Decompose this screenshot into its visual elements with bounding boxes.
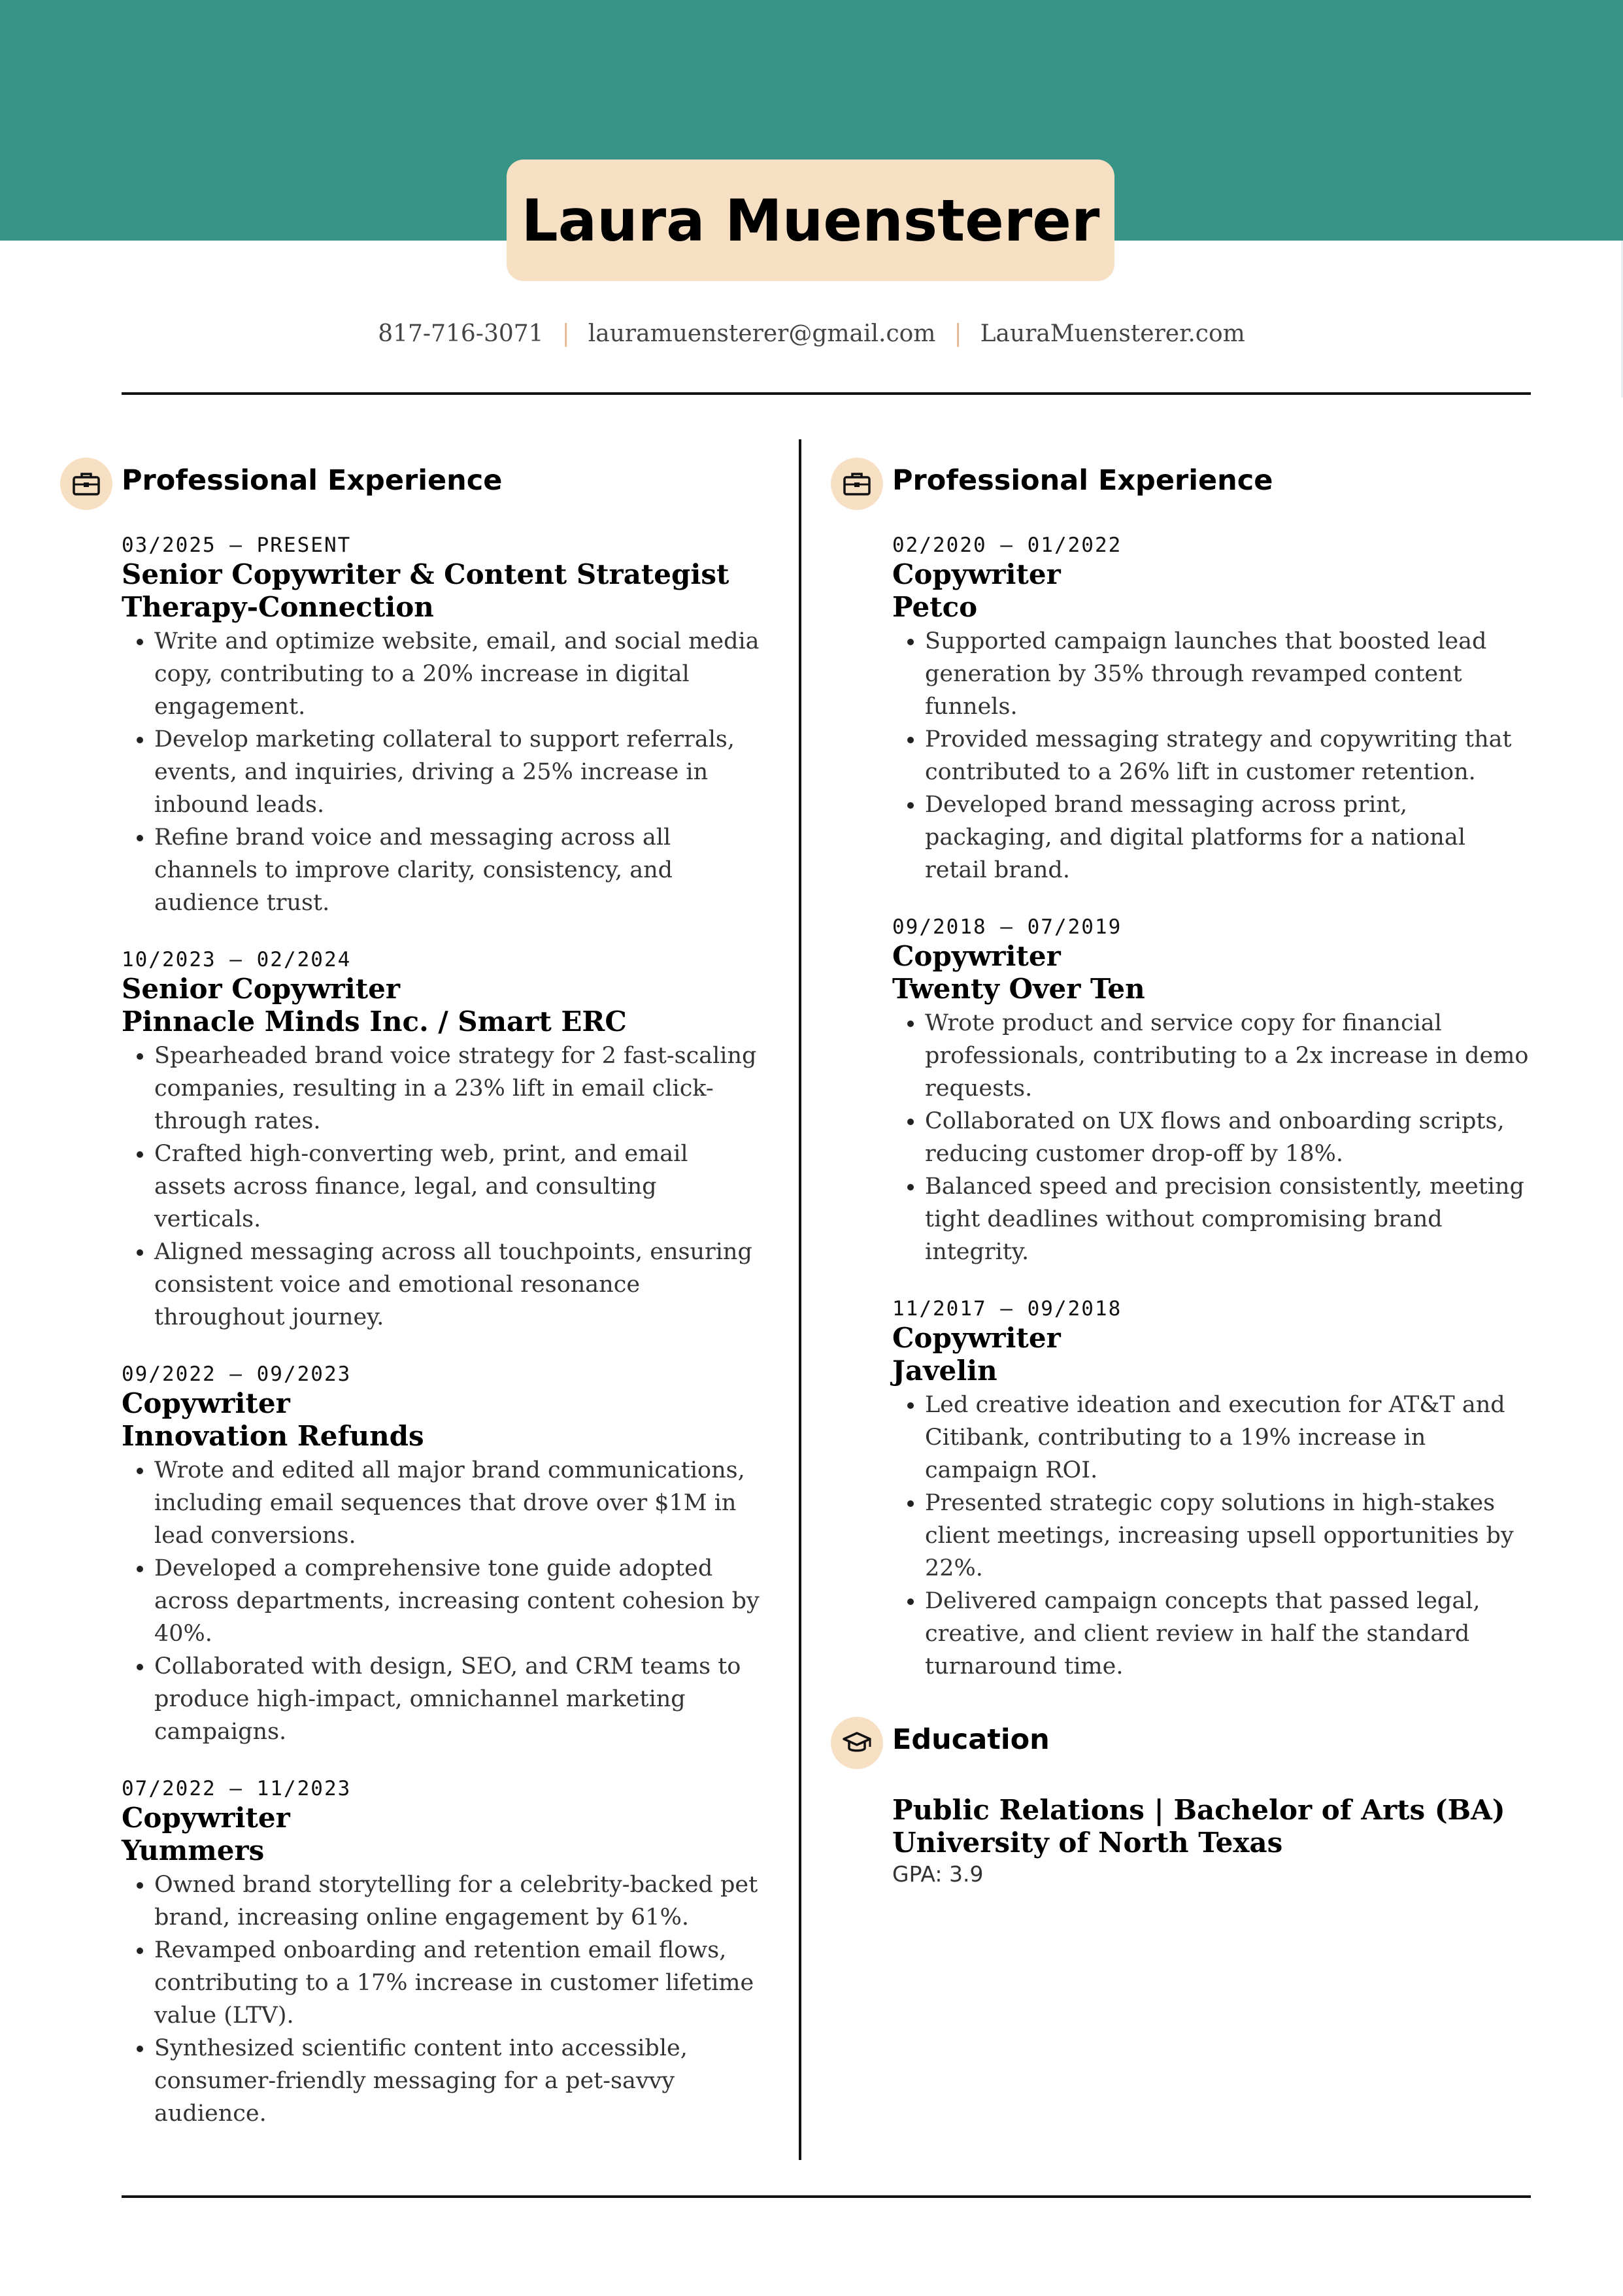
job-entry bbox=[892, 1296, 1533, 1683]
contact-separator: | bbox=[561, 320, 570, 347]
job-bullet: • Collaborated with design, SEO, and CRM teams to produce high-impact, omnichannel marketing campaigns. bbox=[154, 1650, 762, 1748]
job-bullet: • Balanced speed and precision consistently, meeting tight deadlines without compromising brand integrity. bbox=[925, 1170, 1533, 1268]
job-bullets bbox=[892, 1389, 1533, 1683]
left-column bbox=[122, 458, 762, 2157]
job-company: Therapy-Connection bbox=[122, 591, 434, 623]
education-degree: Public Relations | Bachelor of Arts (BA) bbox=[892, 1794, 1505, 1826]
briefcase-icon bbox=[60, 458, 112, 510]
contact-line bbox=[0, 320, 1623, 347]
experience-section-header bbox=[122, 458, 762, 510]
job-bullet: • Aligned messaging across all touchpoints, ensuring consistent voice and emotional resonance throughout journey. bbox=[154, 1236, 762, 1334]
job-dates: 07/2022 — 11/2023 bbox=[122, 1777, 352, 1800]
job-dates: 03/2025 — PRESENT bbox=[122, 533, 352, 557]
job-bullet: • Develop marketing collateral to support referrals, events, and inquiries, driving a 25% increase in inbound leads. bbox=[154, 723, 762, 821]
job-bullet: • Developed brand messaging across print, packaging, and digital platforms for a national retail brand. bbox=[925, 788, 1533, 886]
job-bullet: • Developed a comprehensive tone guide adopted across departments, increasing content cohesion by 40%. bbox=[154, 1552, 762, 1650]
job-entry bbox=[122, 947, 762, 1334]
job-title: Senior Copywriter bbox=[122, 973, 401, 1005]
job-dates: 09/2018 — 07/2019 bbox=[892, 915, 1122, 939]
job-bullet: • Provided messaging strategy and copywriting that contributed to a 26% lift in customer retention. bbox=[925, 723, 1533, 788]
briefcase-icon bbox=[831, 458, 883, 510]
job-bullet: • Supported campaign launches that boosted lead generation by 35% through revamped content funnels. bbox=[925, 625, 1533, 723]
experience-section-header bbox=[892, 458, 1533, 510]
education-entry bbox=[892, 1794, 1533, 1889]
job-entry bbox=[122, 532, 762, 919]
job-bullets bbox=[122, 625, 762, 919]
job-bullets bbox=[122, 1868, 762, 2130]
education-gpa: GPA: 3.9 bbox=[892, 1861, 984, 1887]
candidate-name: Laura Muensterer bbox=[521, 186, 1100, 254]
job-bullets bbox=[122, 1454, 762, 1748]
phone-number: 817-716-3071 bbox=[378, 320, 544, 347]
job-dates: 02/2020 — 01/2022 bbox=[892, 533, 1122, 557]
graduation-cap-icon bbox=[831, 1717, 883, 1769]
job-dates: 10/2023 — 02/2024 bbox=[122, 948, 352, 971]
section-title: Education bbox=[892, 1723, 1050, 1756]
job-title: Copywriter bbox=[892, 940, 1061, 972]
job-bullet: • Presented strategic copy solutions in high-stakes client meetings, increasing upsell opportunities by 22%. bbox=[925, 1487, 1533, 1585]
job-entry bbox=[122, 1361, 762, 1748]
job-title: Senior Copywriter & Content Strategist bbox=[122, 558, 729, 590]
job-bullet: • Owned brand storytelling for a celebrity-backed pet brand, increasing online engagement by 61%. bbox=[154, 1868, 762, 1934]
job-company: Yummers bbox=[122, 1834, 265, 1866]
job-company: Petco bbox=[892, 591, 978, 623]
job-dates: 09/2022 — 09/2023 bbox=[122, 1362, 352, 1386]
right-column bbox=[892, 458, 1533, 1889]
job-bullets bbox=[122, 1039, 762, 1334]
job-title: Copywriter bbox=[892, 558, 1061, 590]
job-bullet: • Wrote and edited all major brand communications, including email sequences that drove over $1M in lead conversions. bbox=[154, 1454, 762, 1552]
job-entry bbox=[892, 532, 1533, 886]
education-school: University of North Texas bbox=[892, 1827, 1283, 1859]
name-badge bbox=[507, 160, 1114, 281]
job-bullet: • Crafted high-converting web, print, and email assets across finance, legal, and consulting verticals. bbox=[154, 1138, 762, 1236]
job-bullet: • Revamped onboarding and retention email flows, contributing to a 17% increase in customer lifetime value (LTV). bbox=[154, 1934, 762, 2032]
job-bullet: • Delivered campaign concepts that passed legal, creative, and client review in half the standard turnaround time. bbox=[925, 1585, 1533, 1683]
job-bullets bbox=[892, 625, 1533, 886]
job-bullet: • Collaborated on UX flows and onboarding scripts, reducing customer drop-off by 18%. bbox=[925, 1105, 1533, 1170]
bottom-divider bbox=[122, 2195, 1531, 2198]
email-address[interactable]: lauramuensterer@gmail.com bbox=[588, 320, 936, 347]
job-company: Javelin bbox=[892, 1355, 997, 1387]
website-link[interactable]: LauraMuensterer.com bbox=[980, 320, 1245, 347]
job-title: Copywriter bbox=[892, 1322, 1061, 1354]
job-company: Twenty Over Ten bbox=[892, 973, 1145, 1005]
job-company: Innovation Refunds bbox=[122, 1420, 424, 1452]
job-bullet: • Wrote product and service copy for financial professionals, contributing to a 2x increase in demo requests. bbox=[925, 1007, 1533, 1105]
section-title: Professional Experience bbox=[122, 464, 503, 497]
job-bullet: • Spearheaded brand voice strategy for 2 fast-scaling companies, resulting in a 23% lift in email click-through rates. bbox=[154, 1039, 762, 1138]
job-bullet: • Led creative ideation and execution for AT&T and Citibank, contributing to a 19% increase in campaign ROI. bbox=[925, 1389, 1533, 1487]
job-bullets bbox=[892, 1007, 1533, 1268]
column-divider bbox=[799, 439, 801, 2160]
section-title: Professional Experience bbox=[892, 464, 1273, 497]
contact-separator: | bbox=[954, 320, 962, 347]
job-title: Copywriter bbox=[122, 1387, 290, 1419]
job-bullet: • Write and optimize website, email, and social media copy, contributing to a 20% increase in digital engagement. bbox=[154, 625, 762, 723]
job-dates: 11/2017 — 09/2018 bbox=[892, 1297, 1122, 1321]
job-title: Copywriter bbox=[122, 1802, 290, 1834]
top-divider bbox=[122, 392, 1531, 395]
job-bullet: • Synthesized scientific content into accessible, consumer-friendly messaging for a pet-savvy audience. bbox=[154, 2032, 762, 2130]
education-section-header bbox=[892, 1717, 1533, 1769]
job-bullet: • Refine brand voice and messaging across all channels to improve clarity, consistency, and audience trust. bbox=[154, 821, 762, 919]
job-entry bbox=[892, 914, 1533, 1268]
job-company: Pinnacle Minds Inc. / Smart ERC bbox=[122, 1005, 627, 1038]
job-entry bbox=[122, 1776, 762, 2130]
